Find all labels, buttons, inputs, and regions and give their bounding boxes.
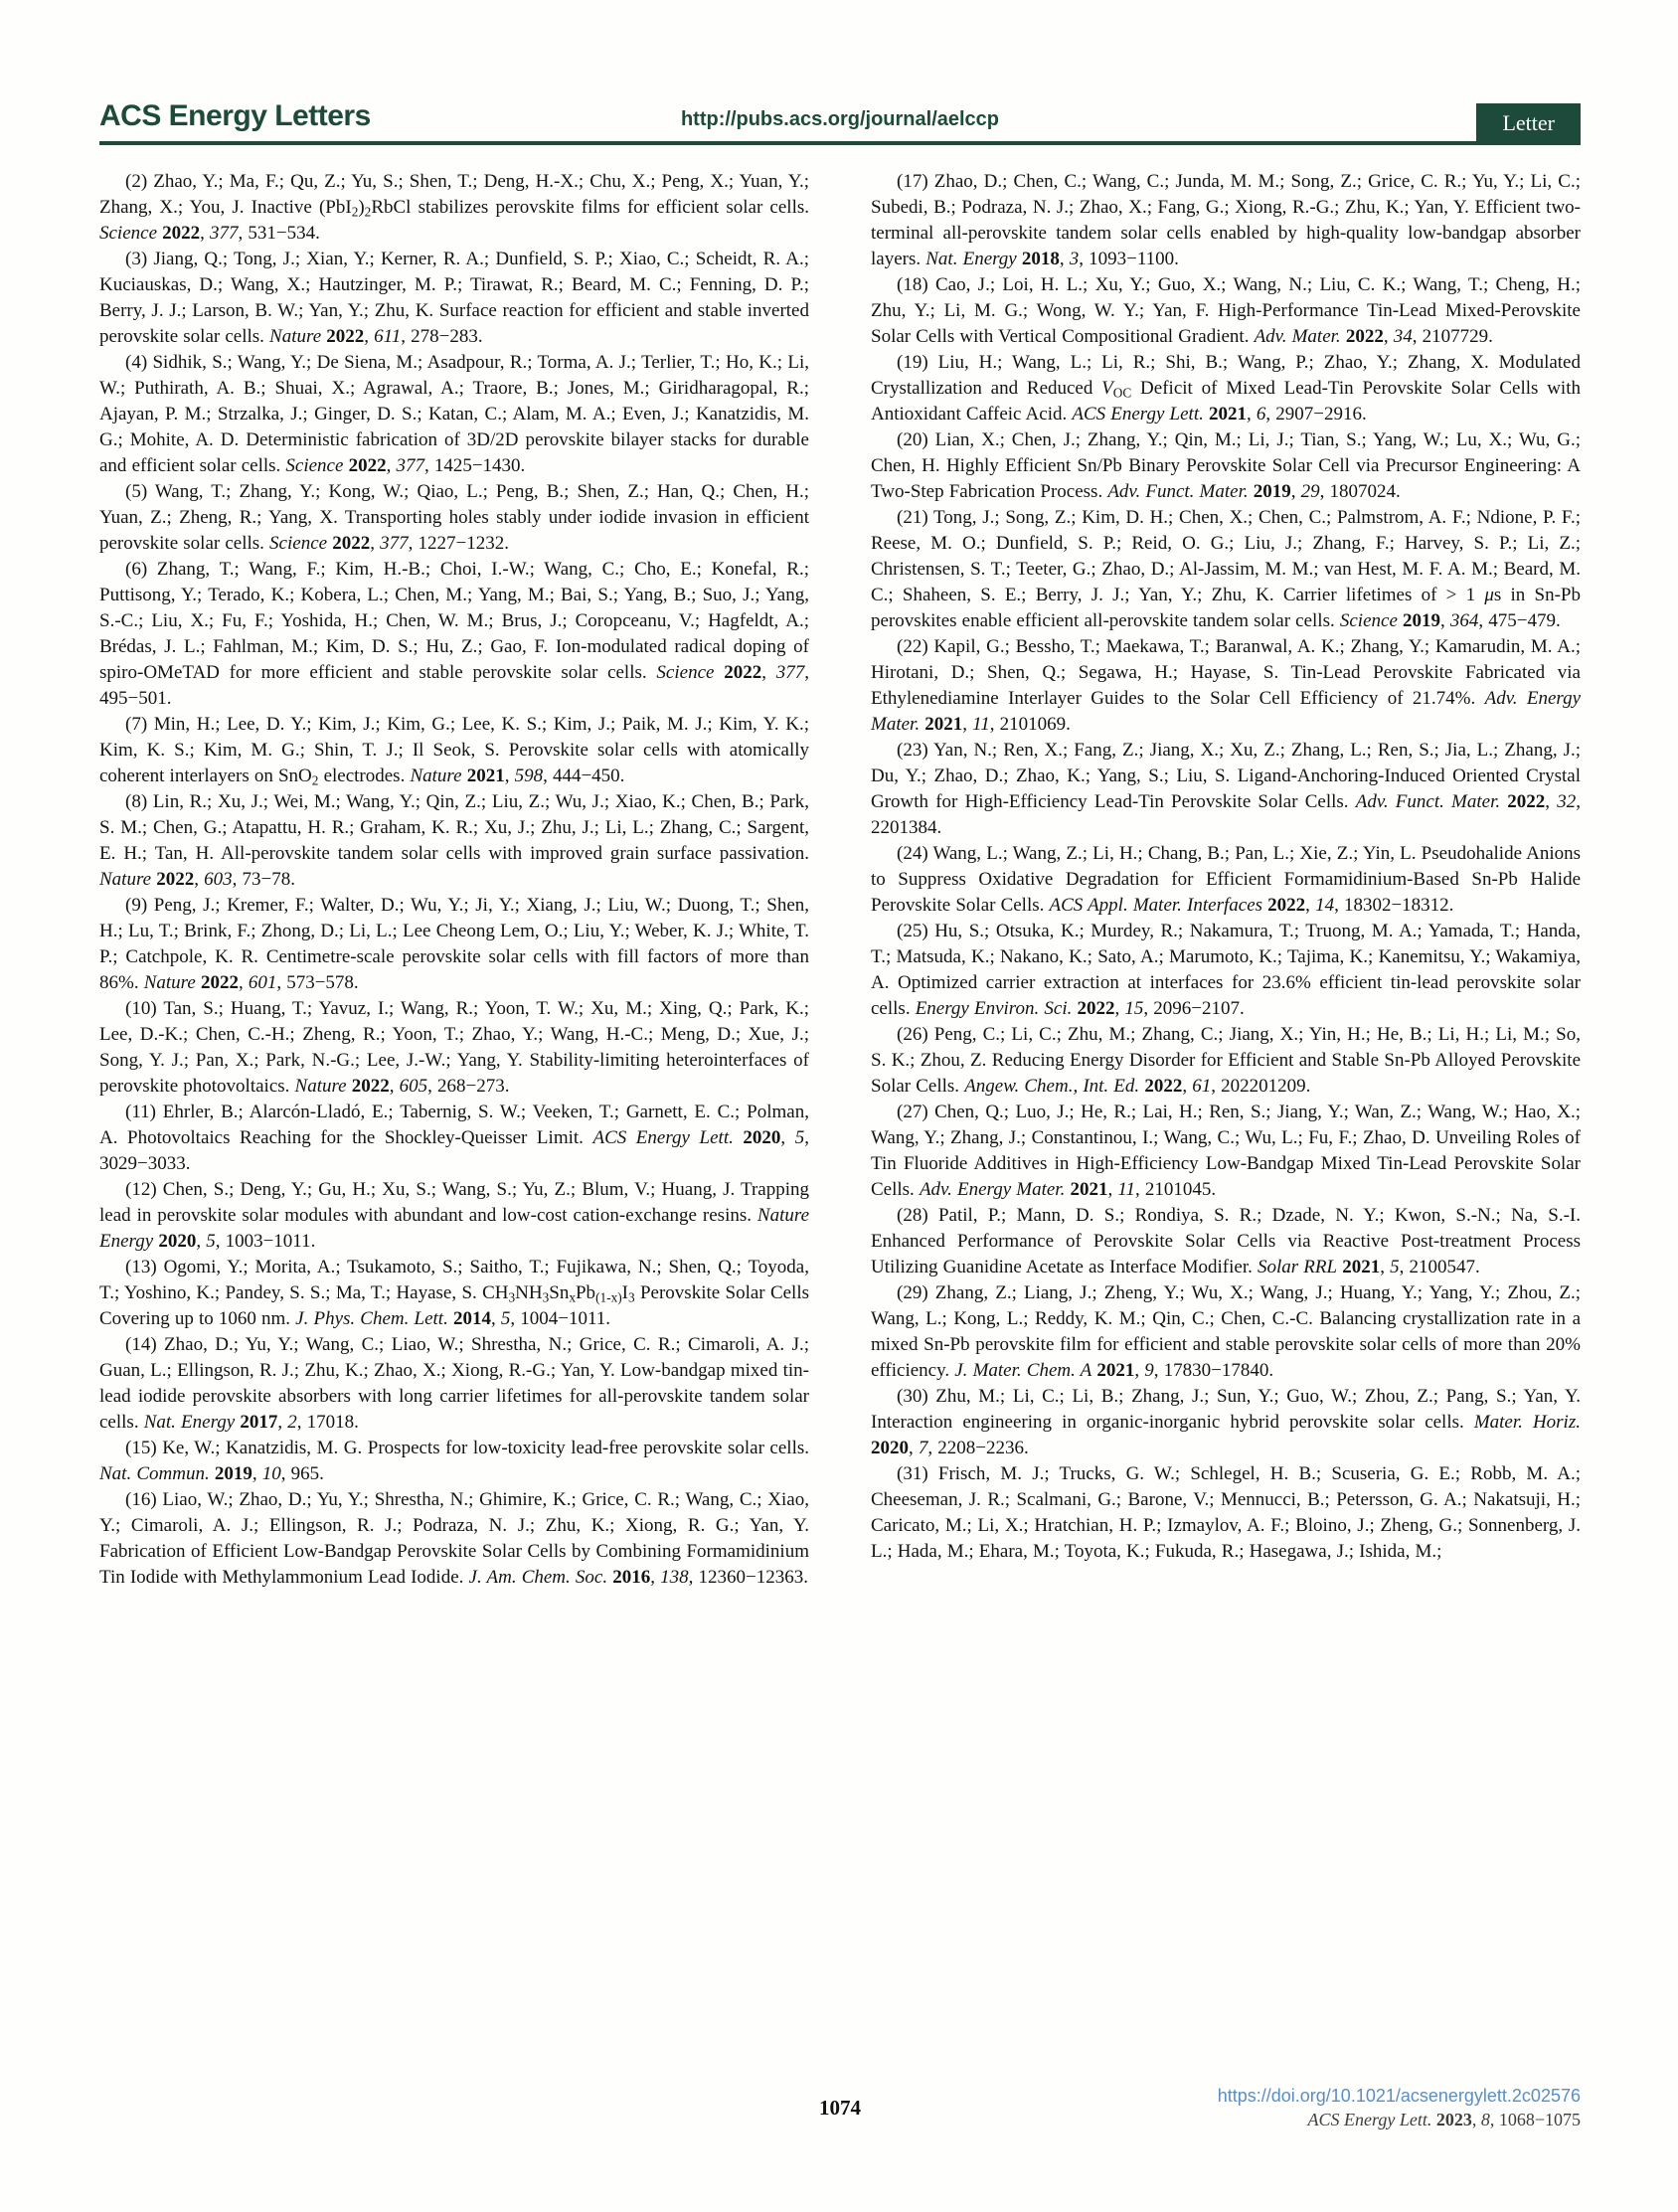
- references-column-right: [871, 169, 1581, 1591]
- journal-citation: ACS Energy Lett. 2023, 8, 1068−1075: [1307, 2110, 1581, 2129]
- doi-link[interactable]: https://doi.org/10.1021/acsenergylett.2c02576: [1217, 2086, 1581, 2106]
- reference-entry: (16) Liao, W.; Zhao, D.; Yu, Y.; Shrestha, N.; Ghimire, K.; Grice, C. R.; Wang, C.; Xiao, Y.; Cimaroli, A. J.; Ellingson, R. J.; Podraza, N. J.; Zhu, K.; Xiong, R. G.; Yan, Y. Fabrication of Efficient Low-Bandgap Perovskite Solar Cells by Combining Formamidinium Tin Iodide with Methylammonium Lead Iodide. J. Am. Chem. Soc. 2016, 138, 12360−12363.: [99, 1489, 809, 1588]
- reference-entry: (8) Lin, R.; Xu, J.; Wei, M.; Wang, Y.; Qin, Z.; Liu, Z.; Wu, J.; Xiao, K.; Chen, B.; Park, S. M.; Chen, G.; Atapattu, H. R.; Graham, K. R.; Xu, J.; Zhu, J.; Li, L.; Zhang, C.; Sargent, E. H.; Tan, H. All-perovskite tandem solar cells with improved grain surface passivation. Nature 2022, 603, 73−78.: [99, 791, 809, 890]
- reference-entry: (20) Lian, X.; Chen, J.; Zhang, Y.; Qin, M.; Li, J.; Tian, S.; Yang, W.; Lu, X.; Wu, G.; Chen, H. Highly Efficient Sn/Pb Binary Perovskite Solar Cell via Precursor Engineering: A Two-Step Fabrication Process. Adv. Funct. Mater. 2019, 29, 1807024.: [871, 429, 1581, 502]
- reference-entry: (4) Sidhik, S.; Wang, Y.; De Siena, M.; Asadpour, R.; Torma, A. J.; Terlier, T.; Ho, K.; Li, W.; Puthirath, A. B.; Shuai, X.; Agrawal, A.; Traore, B.; Jones, M.; Giridharagopal, R.; Ajayan, P. M.; Strzalka, J.; Ginger, D. S.; Katan, C.; Alam, M. A.; Even, J.; Kanatzidis, M. G.; Mohite, A. D. Deterministic fabrication of 3D/2D perovskite bilayer stacks for durable and efficient solar cells. Science 2022, 377, 1425−1430.: [99, 352, 809, 476]
- reference-entry: (7) Min, H.; Lee, D. Y.; Kim, J.; Kim, G.; Lee, K. S.; Kim, J.; Paik, M. J.; Kim, Y. K.; Kim, K. S.; Kim, M. G.; Shin, T. J.; Il Seok, S. Perovskite solar cells with atomically coherent interlayers on SnO$_2$ electrodes. Nature 2021, 598, 444−450.: [99, 714, 809, 788]
- reference-entry: (11) Ehrler, B.; Alarcón-Lladó, E.; Tabernig, S. W.; Veeken, T.; Garnett, E. C.; Polman, A. Photovoltaics Reaching for the Shockley-Queisser Limit. ACS Energy Lett. 2020, 5, 3029−3033.: [99, 1102, 809, 1174]
- reference-entry: (14) Zhao, D.; Yu, Y.; Wang, C.; Liao, W.; Shrestha, N.; Grice, C. R.; Cimaroli, A. J.; Guan, L.; Ellingson, R. J.; Zhu, K.; Zhao, X.; Xiong, R.-G.; Yan, Y. Low-bandgap mixed tin-lead iodide perovskite absorbers with long carrier lifetimes for all-perovskite tandem solar cells. Nat. Energy 2017, 2, 17018.: [99, 1334, 809, 1433]
- doi-block: [1218, 2086, 1581, 2130]
- page-number: 1074: [819, 2096, 861, 2120]
- reference-entry: (3) Jiang, Q.; Tong, J.; Xian, Y.; Kerner, R. A.; Dunfield, S. P.; Xiao, C.; Scheidt, R. A.; Kuciauskas, D.; Wang, X.; Hautzinger, M. P.; Tirawat, R.; Beard, M. C.; Fenning, D. P.; Berry, J. J.; Larson, B. W.; Yan, Y.; Zhu, K. Surface reaction for efficient and stable inverted perovskite solar cells. Nature 2022, 611, 278−283.: [99, 249, 809, 347]
- reference-entry: (19) Liu, H.; Wang, L.; Li, R.; Shi, B.; Wang, P.; Zhao, Y.; Zhang, X. Modulated Crystallization and Reduced $V_{OC}$ Deficit of Mixed Lead-Tin Perovskite Solar Cells with Antioxidant Caffeic Acid. ACS Energy Lett. 2021, 6, 2907−2916.: [871, 352, 1581, 425]
- journal-logo: ACS Energy Letters: [99, 99, 371, 132]
- references-column-left: [99, 169, 809, 1591]
- reference-entry: (23) Yan, N.; Ren, X.; Fang, Z.; Jiang, X.; Xu, Z.; Zhang, L.; Ren, S.; Jia, L.; Zhang, J.; Du, Y.; Zhao, D.; Zhao, K.; Yang, S.; Liu, S. Ligand-Anchoring-Induced Oriented Crystal Growth for High-Efficiency Lead-Tin Perovskite Solar Cells. Adv. Funct. Mater. 2022, 32, 2201384.: [871, 740, 1581, 838]
- reference-entry: (15) Ke, W.; Kanatzidis, M. G. Prospects for low-toxicity lead-free perovskite solar cells. Nat. Commun. 2019, 10, 965.: [99, 1438, 809, 1484]
- reference-entry: (13) Ogomi, Y.; Morita, A.; Tsukamoto, S.; Saitho, T.; Fujikawa, N.; Shen, Q.; Toyoda, T.; Yoshino, K.; Pandey, S. S.; Ma, T.; Hayase, S. $CH_3NH_3Sn_xPb_{(1-x)}I_3$ Perovskite Solar Cells Covering up to 1060 nm. J. Phys. Chem. Lett. 2014, 5, 1004−1011.: [99, 1257, 809, 1329]
- reference-entry: (21) Tong, J.; Song, Z.; Kim, D. H.; Chen, X.; Chen, C.; Palmstrom, A. F.; Ndione, P. F.; Reese, M. O.; Dunfield, S. P.; Reid, O. G.; Liu, J.; Zhang, F.; Harvey, S. P.; Li, Z.; Christensen, S. T.; Teeter, G.; Zhao, D.; Al-Jassim, M. M.; van Hest, M. F. A. M.; Beard, M. C.; Shaheen, S. E.; Berry, J. J.; Yan, Y.; Zhu, K. Carrier lifetimes of > 1 μs in Sn-Pb perovskites enable efficient all-perovskite tandem solar cells. Science 2019, 364, 475−479.: [871, 507, 1581, 631]
- reference-entry: (25) Hu, S.; Otsuka, K.; Murdey, R.; Nakamura, T.; Truong, M. A.; Yamada, T.; Handa, T.; Matsuda, K.; Nakano, K.; Sato, A.; Marumoto, K.; Tajima, K.; Kanemitsu, Y.; Wakamiya, A. Optimized carrier extraction at interfaces for 23.6% efficient tin-lead perovskite solar cells. Energy Environ. Sci. 2022, 15, 2096−2107.: [871, 921, 1581, 1019]
- reference-entry: (5) Wang, T.; Zhang, Y.; Kong, W.; Qiao, L.; Peng, B.; Shen, Z.; Han, Q.; Chen, H.; Yuan, Z.; Zheng, R.; Yang, X. Transporting holes stably under iodide invasion in efficient perovskite solar cells. Science 2022, 377, 1227−1232.: [99, 481, 809, 554]
- reference-entry: (9) Peng, J.; Kremer, F.; Walter, D.; Wu, Y.; Ji, Y.; Xiang, J.; Liu, W.; Duong, T.; Shen, H.; Lu, T.; Brink, F.; Zhong, D.; Li, L.; Lee Cheong Lem, O.; Liu, Y.; Weber, K. J.; White, T. P.; Catchpole, K. R. Centimetre-scale perovskite solar cells with fill factors of more than 86%. Nature 2022, 601, 573−578.: [99, 895, 809, 993]
- reference-entry: (10) Tan, S.; Huang, T.; Yavuz, I.; Wang, R.; Yoon, T. W.; Xu, M.; Xing, Q.; Park, K.; Lee, D.-K.; Chen, C.-H.; Zheng, R.; Yoon, T.; Zhao, Y.; Wang, H.-C.; Meng, D.; Xue, J.; Song, Y. J.; Pan, X.; Park, N.-G.; Lee, J.-W.; Yang, Y. Stability-limiting heterointerfaces of perovskite photovoltaics. Nature 2022, 605, 268−273.: [99, 998, 809, 1097]
- reference-entry: (2) Zhao, Y.; Ma, F.; Qu, Z.; Yu, S.; Shen, T.; Deng, H.-X.; Chu, X.; Peng, X.; Yuan, Y.; Zhang, X.; You, J. Inactive $(PbI_2)_2RbCl$ stabilizes perovskite films for efficient solar cells. Science 2022, 377, 531−534.: [99, 171, 809, 244]
- journal-url-link[interactable]: http://pubs.acs.org/journal/aelccp: [680, 108, 1000, 130]
- reference-entry: (17) Zhao, D.; Chen, C.; Wang, C.; Junda, M. M.; Song, Z.; Grice, C. R.; Yu, Y.; Li, C.; Subedi, B.; Podraza, N. J.; Zhao, X.; Fang, G.; Xiong, R.-G.; Zhu, K.; Yan, Y. Efficient two-terminal all-perovskite tandem solar cells enabled by high-quality low-bandgap absorber layers. Nat. Energy 2018, 3, 1093−1100.: [871, 171, 1581, 269]
- reference-entry: (28) Patil, P.; Mann, D. S.; Rondiya, S. R.; Dzade, N. Y.; Kwon, S.-N.; Na, S.-I. Enhanced Performance of Perovskite Solar Cells via Reactive Post-treatment Process Utilizing Guanidine Acetate as Interface Modifier. Solar RRL 2021, 5, 2100547.: [871, 1205, 1581, 1277]
- article-type-badge: Letter: [1476, 103, 1581, 145]
- reference-entry: (30) Zhu, M.; Li, C.; Li, B.; Zhang, J.; Sun, Y.; Guo, W.; Zhou, Z.; Pang, S.; Yan, Y. Interaction engineering in organic-inorganic hybrid perovskite solar cells. Mater. Horiz. 2020, 7, 2208−2236.: [871, 1386, 1581, 1458]
- reference-entry: (31) Frisch, M. J.; Trucks, G. W.; Schlegel, H. B.; Scuseria, G. E.; Robb, M. A.; Cheeseman, J. R.; Scalmani, G.; Barone, V.; Mennucci, B.; Petersson, G. A.; Nakatsuji, H.; Caricato, M.; Li, X.; Hratchian, H. P.; Izmaylov, A. F.; Bloino, J.; Zheng, G.; Sonnenberg, J. L.; Hada, M.; Ehara, M.; Toyota, K.; Fukuda, R.; Hasegawa, J.; Ishida, M.;: [871, 1463, 1581, 1562]
- reference-entry: (12) Chen, S.; Deng, Y.; Gu, H.; Xu, S.; Wang, S.; Yu, Z.; Blum, V.; Huang, J. Trapping lead in perovskite solar modules with abundant and low-cost cation-exchange resins. Nature Energy 2020, 5, 1003−1011.: [99, 1179, 809, 1252]
- reference-entry: (6) Zhang, T.; Wang, F.; Kim, H.-B.; Choi, I.-W.; Wang, C.; Cho, E.; Konefal, R.; Puttisong, Y.; Terado, K.; Kobera, L.; Chen, M.; Yang, M.; Bai, S.; Yang, B.; Suo, J.; Yang, S.-C.; Liu, X.; Fu, F.; Yoshida, H.; Chen, W. M.; Brus, J.; Coropceanu, V.; Hagfeldt, A.; Brédas, J. L.; Fahlman, M.; Kim, D. S.; Hu, Z.; Gao, F. Ion-modulated radical doping of spiro-OMeTAD for more efficient and stable perovskite solar cells. Science 2022, 377, 495−501.: [99, 559, 809, 709]
- reference-entry: (26) Peng, C.; Li, C.; Zhu, M.; Zhang, C.; Jiang, X.; Yin, H.; He, B.; Li, H.; Li, M.; So, S. K.; Zhou, Z. Reducing Energy Disorder for Efficient and Stable Sn-Pb Alloyed Perovskite Solar Cells. Angew. Chem., Int. Ed. 2022, 61, 202201209.: [871, 1024, 1581, 1097]
- references-section: [99, 169, 1581, 1591]
- reference-entry: (18) Cao, J.; Loi, H. L.; Xu, Y.; Guo, X.; Wang, N.; Liu, C. K.; Wang, T.; Cheng, H.; Zhu, Y.; Li, M. G.; Wong, W. Y.; Yan, F. High-Performance Tin-Lead Mixed-Perovskite Solar Cells with Vertical Compositional Gradient. Adv. Mater. 2022, 34, 2107729.: [871, 274, 1581, 347]
- reference-entry: (27) Chen, Q.; Luo, J.; He, R.; Lai, H.; Ren, S.; Jiang, Y.; Wan, Z.; Wang, W.; Hao, X.; Wang, Y.; Zhang, J.; Constantinou, I.; Wang, C.; Wu, L.; Fu, F.; Zhao, D. Unveiling Roles of Tin Fluoride Additives in High-Efficiency Low-Bandgap Mixed Tin-Lead Perovskite Solar Cells. Adv. Energy Mater. 2021, 11, 2101045.: [871, 1102, 1581, 1200]
- reference-entry: (24) Wang, L.; Wang, Z.; Li, H.; Chang, B.; Pan, L.; Xie, Z.; Yin, L. Pseudohalide Anions to Suppress Oxidative Degradation for Efficient Formamidinium-Based Sn-Pb Halide Perovskite Solar Cells. ACS Appl. Mater. Interfaces 2022, 14, 18302−18312.: [871, 843, 1581, 916]
- page-footer: [99, 2086, 1581, 2175]
- reference-entry: (22) Kapil, G.; Bessho, T.; Maekawa, T.; Baranwal, A. K.; Zhang, Y.; Kamarudin, M. A.; Hirotani, D.; Shen, Q.; Segawa, H.; Hayase, S. Tin-Lead Perovskite Fabricated via Ethylenediamine Interlayer Guides to the Solar Cell Efficiency of 21.74%. Adv. Energy Mater. 2021, 11, 2101069.: [871, 636, 1582, 735]
- page-header: [99, 95, 1581, 145]
- reference-entry: (29) Zhang, Z.; Liang, J.; Zheng, Y.; Wu, X.; Wang, J.; Huang, Y.; Yang, Y.; Zhou, Z.; Wang, L.; Kong, L.; Reddy, K. M.; Qin, C.; Chen, C.-C. Balancing crystallization rate in a mixed Sn-Pb perovskite film for efficient and stable perovskite solar cells of more than 20% efficiency. J. Mater. Chem. A 2021, 9, 17830−17840.: [871, 1282, 1581, 1381]
